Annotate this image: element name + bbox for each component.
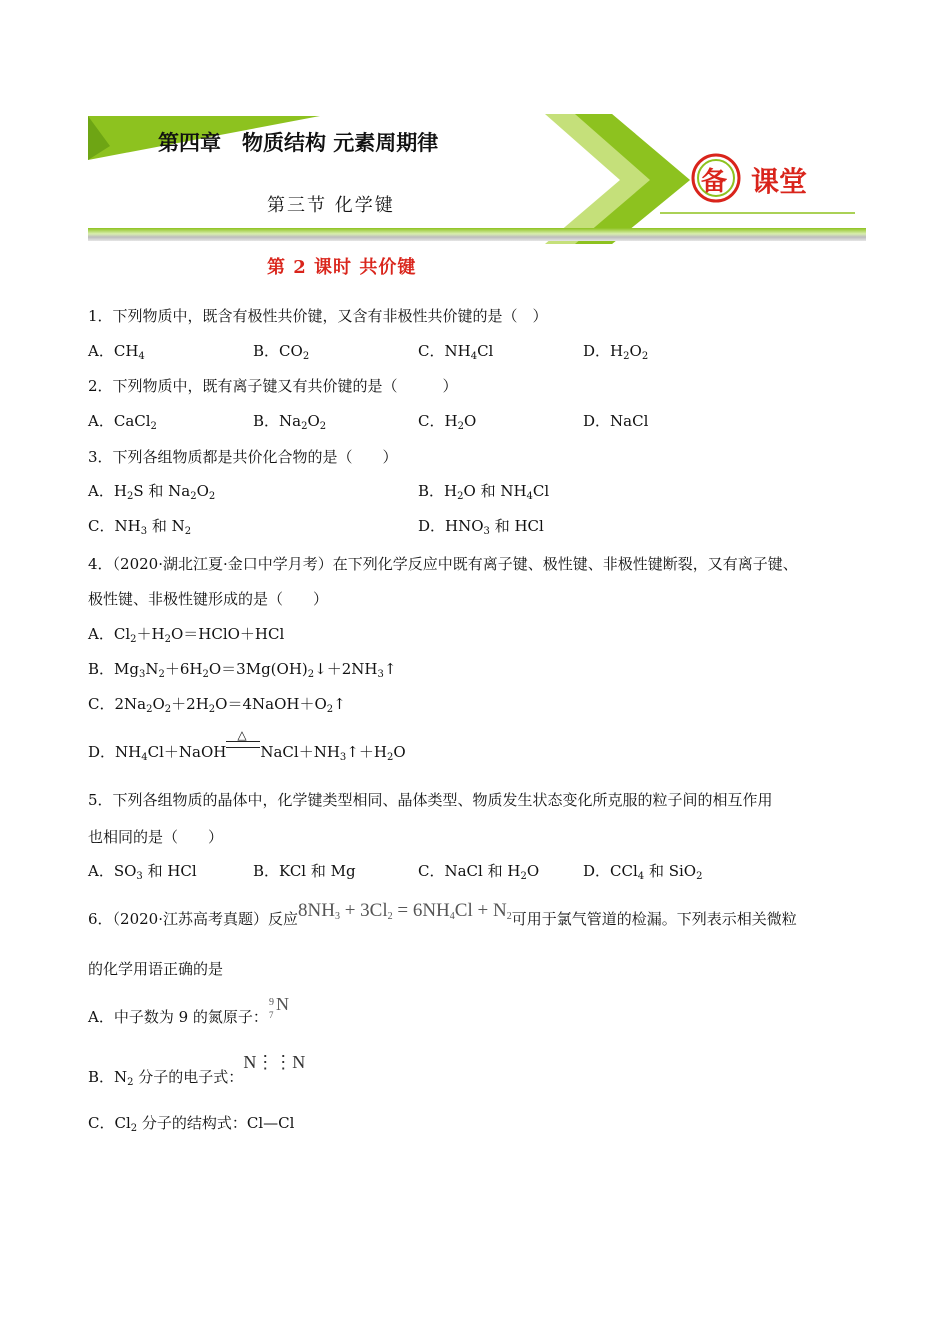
question-1-option-c[interactable]: C．$NH_4Cl$ [418, 342, 494, 362]
question-5-stem-line1 [88, 790, 773, 810]
question-4-stem-line2: 极性键、非极性键形成的是（ ） [88, 590, 329, 608]
question-number: 4． [88, 555, 113, 573]
atomic-number: 7 [268, 1010, 274, 1020]
question-3-option-c[interactable]: C．$NH_3$ 和 $N_2$ [88, 517, 192, 537]
question-6-option-a[interactable]: A．中子数为 9 的氮原子： 9 7 N [88, 1007, 294, 1027]
question-5-option-d[interactable]: D．CCl$_4$ 和 SiO$_2$ [583, 862, 703, 882]
chapter-title: 第四章 物质结构 元素周期律 [158, 131, 439, 155]
question-text: 下列物质中，既含有极性共价键，又含有非极性共价键的是（ ） [112, 307, 548, 325]
question-3-option-d[interactable]: D．$HNO_3$ 和 HCl [418, 517, 544, 537]
question-number: 3． [88, 448, 113, 466]
question-2-option-b[interactable]: B．$Na_2O_2$ [253, 412, 327, 432]
question-6-stem-line2: 的化学用语正确的是 [88, 960, 224, 978]
question-2-option-d[interactable]: D．NaCl [583, 412, 649, 430]
question-4-option-b[interactable]: B．$Mg_3N_2+6H_2O=3Mg(OH)_2↓+2NH_3↑$ [88, 660, 397, 680]
lesson-title: 第 2 课时 共价键 [267, 257, 417, 278]
electron-formula: N⋮⋮N [243, 1052, 306, 1072]
question-5-stem-line2: 也相同的是（ ） [88, 828, 224, 846]
delta-symbol: △ [237, 728, 247, 742]
question-3-option-b[interactable]: B．$H_2O$ 和 $NH_4Cl$ [418, 482, 550, 502]
question-number: 1． [88, 307, 113, 325]
equals-bar [226, 741, 260, 748]
question-4-option-c[interactable]: C．$2Na_2O_2+2H_2O=4NaOH+O_2↑$ [88, 695, 346, 715]
question-4-option-a[interactable]: A．$Cl_2+H_2O=HClO+HCl$ [88, 625, 285, 645]
reaction-equation: $8NH_3 + 3Cl_2 = 6NH_4Cl + N_2$ [298, 900, 512, 922]
heating-condition [226, 728, 260, 762]
question-1-option-b[interactable]: B．$CO_2$ [253, 342, 310, 362]
question-6-option-c[interactable]: C．$Cl_2$ 分子的结构式：Cl—Cl [88, 1114, 295, 1134]
question-2-option-c[interactable]: C．$H_2O$ [418, 412, 477, 432]
question-3-option-a[interactable]: A．$H_2S$ 和 $Na_2O_2$ [88, 482, 216, 502]
question-1-stem [88, 306, 548, 326]
header-banner [0, 0, 950, 290]
question-6-option-b[interactable]: B．$N_2$ 分子的电子式：N⋮⋮N [88, 1052, 306, 1088]
question-number: 2． [88, 377, 113, 395]
question-5-option-c[interactable]: C．NaCl 和 $H_2O$ [418, 862, 540, 882]
logo-text: 课堂 [751, 165, 808, 198]
question-number: 6． [88, 910, 113, 928]
question-text: 下列各组物质的晶体中，化学键类型相同、晶体类型、物质发生状态变化所克服的粒子间的相互作用 [112, 791, 773, 809]
question-5-option-a[interactable]: A．$SO_3$ 和 HCl [88, 862, 197, 882]
section-title: 第三节 化学键 [267, 195, 395, 216]
question-5-option-b[interactable]: B．KCl 和 Mg [253, 862, 356, 880]
question-3-stem [88, 447, 398, 467]
header-bottom-bar [88, 228, 866, 241]
logo-char: 备 [701, 167, 728, 197]
nuclide-symbol [268, 994, 294, 1027]
question-4-stem-line1 [88, 554, 798, 574]
question-text-post: 可用于氯气管道的检漏。下列表示相关微粒 [511, 910, 797, 928]
question-2-stem [88, 376, 458, 396]
mass-number: 9 [268, 997, 274, 1008]
header-decoration [0, 0, 950, 290]
question-1-option-a[interactable]: A．$CH_4$ [88, 342, 145, 362]
question-6-stem [88, 900, 797, 929]
question-text: 下列各组物质都是共价化合物的是（ ） [112, 448, 398, 466]
question-1-option-d[interactable]: D．$H_2O_2$ [583, 342, 649, 362]
question-text: （2020·湖北江夏·金口中学月考）在下列化学反应中既有离子键、极性键、非极性键断裂，又有离子键、 [112, 555, 798, 573]
question-2-option-a[interactable]: A．CaCl$_2$ [88, 412, 157, 432]
question-4-option-d[interactable]: D．$NH_4Cl+NaOH$ △ $NaCl+NH_3↑+H_2O$ [88, 742, 406, 762]
question-text: （2020·江苏高考真题）反应 [112, 910, 298, 928]
question-number: 5． [88, 791, 113, 809]
question-text: 下列物质中，既有离子键又有共价键的是（ ） [112, 377, 458, 395]
element-symbol: N [275, 994, 289, 1014]
